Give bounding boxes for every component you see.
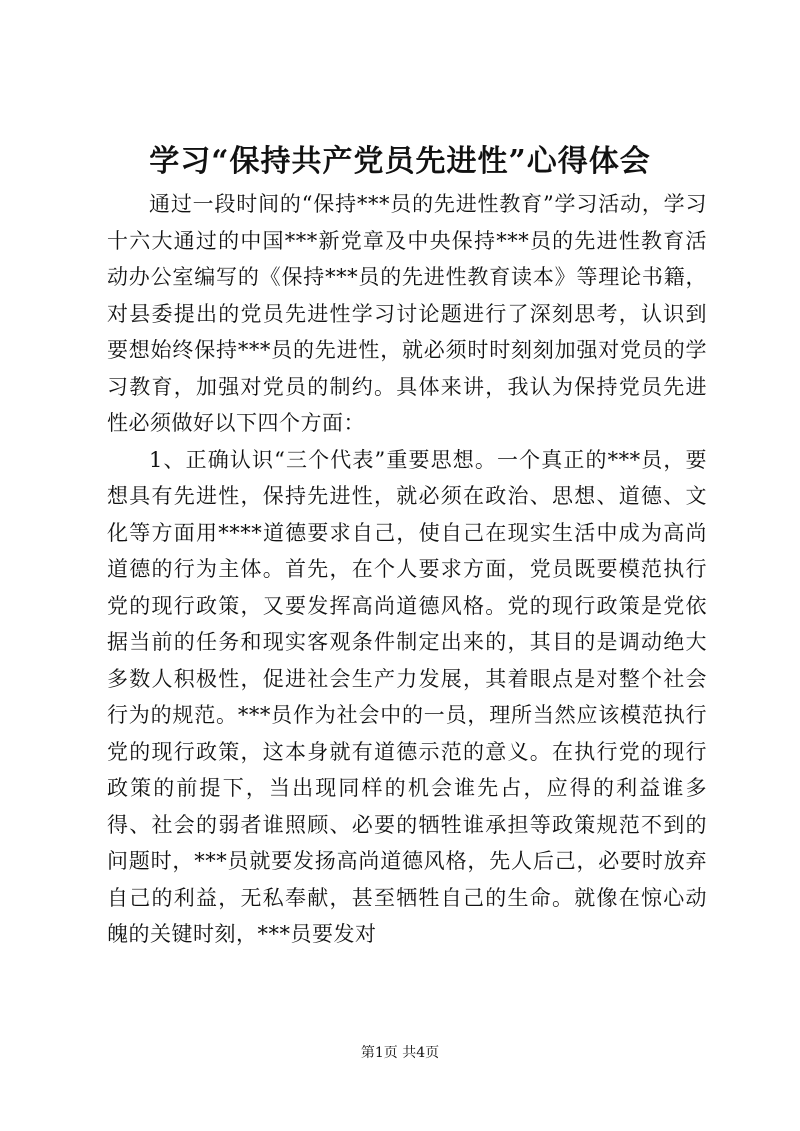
paragraph-intro: 通过一段时间的“保持***员的先进性教育”学习活动，学习十六大通过的中国***新党章及中央保持***员的先进性教育活动办公室编写的《保持***员的先进性教育读本》等理论书籍，对县委提出的党员先进性学习讨论题进行了深刻思考，认识到要想始终保持***员的先进性，就必须时时刻刻加强对党员的学习教育，加强对党员的制约。具体来讲，我认为保持党员先进性必须做好以下四个方面： [107, 192, 707, 435]
document-body [107, 186, 707, 953]
page-footer: 第1页 共4页 [360, 1045, 440, 1061]
paragraph-point-1: 1、正确认识“三个代表”重要思想。一个真正的***员，要想具有先进性，保持先进性，就必须在政治、思想、道德、文化等方面用****道德要求自己，使自己在现实生活中成为高尚道德的行为主体。首先，在个人要求方面，党员既要模范执行党的现行政策，又要发挥高尚道德风格。党的现行政策是党依据当前的任务和现实客观条件制定出来的，其目的是调动绝大多数人积极性，促进社会生产力发展，其着眼点是对整个社会行为的规范。***员作为社会中的一员，理所当然应该模范执行党的现行政策，这本身就有道德示范的意义。在执行党的现行政策的前提下，当出现同样的机会谁先占，应得的利益谁多得、社会的弱者谁照顾、必要的牺牲谁承担等政策规范不到的问题时，***员就要发扬高尚道德风格，先人后己，必要时放弃自己的利益，无私奉献，甚至牺牲自己的生命。就像在惊心动魄的关键时刻，***员要发对 [107, 447, 707, 946]
page-title: 学习“保持共产党员先进性”心得体会 [149, 144, 651, 179]
